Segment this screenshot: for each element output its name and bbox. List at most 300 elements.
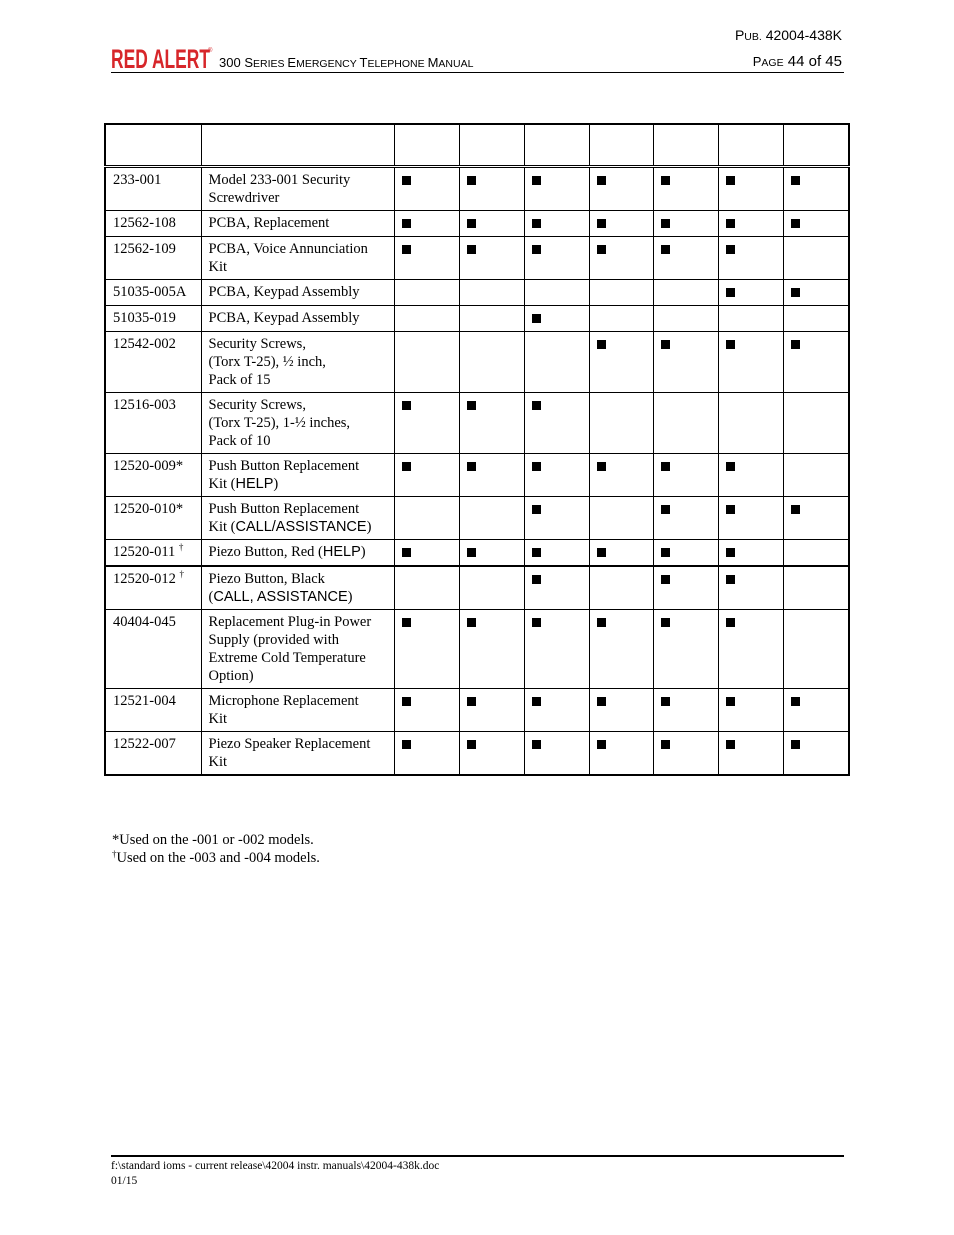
description-line [209, 543, 390, 561]
description-text: Extreme Cold Temperature [208, 650, 366, 666]
model-mark-cell [524, 732, 589, 776]
filled-square-icon [597, 245, 606, 254]
part-number: 12562-109 [113, 241, 176, 257]
closing-paren: ) [347, 589, 353, 605]
model-mark-cell [589, 237, 653, 280]
description-cell [201, 280, 394, 306]
table-header-row [105, 124, 849, 167]
filled-square-icon [402, 697, 411, 706]
model-mark-cell [783, 454, 849, 497]
table-row [105, 497, 849, 540]
model-mark-cell [653, 167, 718, 211]
model-mark-cell [589, 332, 653, 393]
model-mark-cell [394, 689, 459, 732]
model-mark-cell [524, 610, 589, 689]
model-mark-cell [718, 393, 783, 454]
model-mark-cell [524, 167, 589, 211]
part-number-cell [105, 497, 201, 540]
table-row [105, 306, 849, 332]
part-number-cell [105, 566, 201, 610]
model-mark-cell [589, 540, 653, 567]
description-text: PCBA, Replacement [208, 215, 330, 231]
description-line [209, 631, 390, 649]
description-line [209, 518, 390, 536]
filled-square-icon [532, 219, 541, 228]
description-text: Security Screws, [208, 336, 306, 352]
part-number: 12542-002 [113, 336, 176, 352]
description-line [209, 649, 390, 667]
model-mark-cell [783, 237, 849, 280]
description-text: PCBA, Keypad Assembly [208, 284, 360, 300]
model-mark-cell [394, 732, 459, 776]
dagger-mark: † [178, 542, 184, 552]
filled-square-icon [726, 548, 735, 557]
dagger-mark: † [112, 849, 117, 859]
description-line [209, 189, 390, 207]
model-mark-cell [589, 566, 653, 610]
description-line [209, 371, 390, 389]
model-mark-cell [783, 732, 849, 776]
filled-square-icon [532, 314, 541, 323]
description-cell [201, 689, 394, 732]
model-mark-cell [459, 732, 524, 776]
model-mark-cell [459, 332, 524, 393]
footer-date: 01/15 [111, 1175, 138, 1187]
model-mark-cell [459, 393, 524, 454]
model-mark-cell [718, 237, 783, 280]
description-cell [201, 167, 394, 211]
description-text: Kit ( [208, 519, 236, 535]
pub-number: 42004-438K [765, 27, 842, 43]
model-mark-cell [524, 454, 589, 497]
part-number: 51035-019 [113, 310, 176, 326]
part-number-cell [105, 332, 201, 393]
description-text: PCBA, Voice Annunciation [208, 241, 368, 257]
part-number: 233-001 [113, 172, 162, 188]
filled-square-icon [532, 618, 541, 627]
description-line [209, 475, 390, 493]
filled-square-icon [402, 245, 411, 254]
model-mark-cell [394, 454, 459, 497]
filled-square-icon [467, 401, 476, 410]
description-text: Kit [208, 754, 228, 770]
model-mark-cell [394, 393, 459, 454]
filled-square-icon [597, 697, 606, 706]
description-text: Pack of 15 [208, 372, 271, 388]
part-number-cell [105, 211, 201, 237]
model-mark-cell [718, 306, 783, 332]
description-line [209, 667, 390, 685]
filled-square-icon [402, 548, 411, 557]
filled-square-icon [597, 548, 606, 557]
filled-square-icon [726, 505, 735, 514]
header-cell [394, 124, 459, 167]
model-mark-cell [653, 689, 718, 732]
description-text: Push Button Replacement [208, 501, 360, 517]
description-text: Pack of 10 [208, 433, 271, 449]
model-mark-cell [718, 454, 783, 497]
description-text: (Torx T-25), ½ inch, [208, 354, 326, 370]
filled-square-icon [597, 618, 606, 627]
footer-rule [111, 1155, 844, 1157]
description-cell [201, 566, 394, 610]
model-mark-cell [718, 610, 783, 689]
description-cell [201, 306, 394, 332]
model-mark-cell [783, 566, 849, 610]
filled-square-icon [791, 219, 800, 228]
model-mark-cell [459, 497, 524, 540]
header-cell [459, 124, 524, 167]
filled-square-icon [467, 176, 476, 185]
description-line [209, 240, 390, 258]
model-mark-cell [394, 306, 459, 332]
model-mark-cell [718, 732, 783, 776]
filled-square-icon [726, 462, 735, 471]
model-mark-cell [589, 689, 653, 732]
description-line [209, 283, 390, 301]
header-cell [718, 124, 783, 167]
model-mark-cell [459, 167, 524, 211]
description-line [209, 258, 390, 276]
parts-table [104, 123, 850, 776]
header-cell [589, 124, 653, 167]
table-row [105, 566, 849, 610]
button-label-text: CALL, ASSISTANCE [213, 589, 348, 605]
part-number: 12520-010* [113, 501, 184, 517]
page-prefix-sc: AGE [761, 57, 784, 69]
model-mark-cell [524, 280, 589, 306]
filled-square-icon [597, 340, 606, 349]
part-number-cell [105, 689, 201, 732]
filled-square-icon [791, 697, 800, 706]
table-row [105, 211, 849, 237]
filled-square-icon [726, 245, 735, 254]
filled-square-icon [467, 618, 476, 627]
note-dagger [112, 849, 320, 867]
part-number-cell [105, 280, 201, 306]
red-alert-logo [111, 44, 213, 71]
manual-title-segment: ANUAL [438, 58, 474, 70]
model-mark-cell [783, 306, 849, 332]
description-line [209, 171, 390, 189]
model-mark-cell [783, 211, 849, 237]
filled-square-icon [661, 575, 670, 584]
filled-square-icon [402, 618, 411, 627]
filled-square-icon [791, 740, 800, 749]
model-mark-cell [394, 167, 459, 211]
model-mark-cell [653, 237, 718, 280]
model-mark-cell [589, 167, 653, 211]
description-text: Piezo Speaker Replacement [208, 736, 371, 752]
filled-square-icon [661, 245, 670, 254]
model-mark-cell [653, 566, 718, 610]
logo-text: RED ALERT [111, 44, 211, 71]
filled-square-icon [661, 740, 670, 749]
table-row [105, 393, 849, 454]
manual-title-segment: E [287, 55, 297, 70]
model-mark-cell [589, 454, 653, 497]
header-cell [783, 124, 849, 167]
model-mark-cell [783, 689, 849, 732]
filled-square-icon [726, 340, 735, 349]
filled-square-icon [791, 340, 800, 349]
manual-title-segment: S [244, 55, 253, 70]
filled-square-icon [661, 618, 670, 627]
filled-square-icon [597, 176, 606, 185]
filled-square-icon [532, 697, 541, 706]
model-mark-cell [459, 306, 524, 332]
filled-square-icon [467, 219, 476, 228]
model-mark-cell [718, 211, 783, 237]
filled-square-icon [661, 548, 670, 557]
model-mark-cell [653, 306, 718, 332]
filled-square-icon [467, 245, 476, 254]
model-mark-cell [524, 211, 589, 237]
part-number: 51035-005A [113, 284, 187, 300]
button-label-text: HELP [235, 476, 274, 492]
pub-prefix: P [734, 27, 745, 43]
description-cell [201, 454, 394, 497]
description-text: Kit ( [208, 476, 236, 492]
filled-square-icon [532, 505, 541, 514]
filled-square-icon [597, 462, 606, 471]
model-mark-cell [718, 689, 783, 732]
manual-title-segment: T [359, 55, 368, 70]
model-mark-cell [783, 540, 849, 567]
filled-square-icon [532, 548, 541, 557]
model-mark-cell [459, 280, 524, 306]
description-line [209, 692, 390, 710]
model-mark-cell [718, 167, 783, 211]
button-label-text: CALL/ASSISTANCE [235, 519, 367, 535]
table-row [105, 454, 849, 497]
filled-square-icon [726, 575, 735, 584]
model-mark-cell [653, 211, 718, 237]
filled-square-icon [402, 740, 411, 749]
model-mark-cell [718, 280, 783, 306]
description-text: PCBA, Keypad Assembly [208, 310, 360, 326]
filled-square-icon [726, 219, 735, 228]
filled-square-icon [726, 288, 735, 297]
description-text: Supply (provided with [208, 632, 339, 648]
model-mark-cell [459, 540, 524, 567]
page-number [753, 53, 842, 70]
description-line [209, 710, 390, 728]
filled-square-icon [661, 462, 670, 471]
description-line [209, 500, 390, 518]
closing-paren: ) [366, 519, 372, 535]
filled-square-icon [532, 401, 541, 410]
table-notes [112, 831, 320, 867]
model-mark-cell [653, 540, 718, 567]
model-mark-cell [783, 280, 849, 306]
model-mark-cell [589, 306, 653, 332]
description-cell [201, 497, 394, 540]
description-line [209, 432, 390, 450]
description-line [209, 457, 390, 475]
description-text: (Torx T-25), 1-½ inches, [208, 415, 351, 431]
model-mark-cell [394, 332, 459, 393]
model-mark-cell [783, 167, 849, 211]
description-line [209, 570, 390, 588]
table-row [105, 280, 849, 306]
manual-title-segment: MERGENCY [296, 58, 360, 70]
description-text: ( [208, 589, 214, 605]
model-mark-cell [653, 393, 718, 454]
filled-square-icon [467, 697, 476, 706]
model-mark-cell [653, 610, 718, 689]
model-mark-cell [524, 237, 589, 280]
model-mark-cell [524, 540, 589, 567]
model-mark-cell [394, 540, 459, 567]
description-cell [201, 540, 394, 567]
description-text: Microphone Replacement [208, 693, 359, 709]
description-text: Kit [208, 259, 228, 275]
model-mark-cell [718, 540, 783, 567]
model-mark-cell [524, 393, 589, 454]
model-mark-cell [524, 332, 589, 393]
filled-square-icon [402, 176, 411, 185]
closing-paren: ) [273, 476, 279, 492]
description-text: Replacement Plug-in Power [208, 614, 372, 630]
description-text: Screwdriver [208, 190, 280, 206]
model-mark-cell [459, 454, 524, 497]
table-row [105, 732, 849, 776]
manual-title-segment: ERIES [252, 58, 288, 70]
table-row [105, 237, 849, 280]
filled-square-icon [791, 288, 800, 297]
model-mark-cell [589, 610, 653, 689]
model-mark-cell [653, 732, 718, 776]
model-mark-cell [394, 237, 459, 280]
table-row [105, 332, 849, 393]
description-text: Model 233-001 Security [208, 172, 351, 188]
model-mark-cell [394, 610, 459, 689]
model-mark-cell [783, 497, 849, 540]
manual-title-segment: M [427, 55, 439, 70]
filled-square-icon [597, 219, 606, 228]
description-line [209, 335, 390, 353]
model-mark-cell [589, 211, 653, 237]
model-mark-cell [394, 497, 459, 540]
table-row [105, 167, 849, 211]
filled-square-icon [726, 176, 735, 185]
header-cell [201, 124, 394, 167]
filled-square-icon [661, 176, 670, 185]
model-mark-cell [459, 610, 524, 689]
model-mark-cell [589, 280, 653, 306]
filled-square-icon [661, 340, 670, 349]
table-row [105, 610, 849, 689]
filled-square-icon [532, 176, 541, 185]
model-mark-cell [459, 211, 524, 237]
header-cell [524, 124, 589, 167]
description-cell [201, 237, 394, 280]
footer [111, 1159, 439, 1189]
filled-square-icon [402, 401, 411, 410]
description-line [209, 309, 390, 327]
filled-square-icon [532, 462, 541, 471]
model-mark-cell [718, 497, 783, 540]
header-rule [111, 72, 844, 73]
manual-title-segment: 300 [219, 55, 245, 70]
filled-square-icon [402, 462, 411, 471]
filled-square-icon [726, 740, 735, 749]
description-cell [201, 610, 394, 689]
filled-square-icon [532, 245, 541, 254]
description-line [209, 214, 390, 232]
part-number: 12520-011 [113, 544, 179, 560]
part-number-cell [105, 454, 201, 497]
description-cell [201, 393, 394, 454]
note-dagger-text: Used on the -003 and -004 models. [116, 850, 320, 866]
description-line [209, 753, 390, 771]
part-number: 12520-009* [113, 458, 184, 474]
model-mark-cell [718, 332, 783, 393]
filled-square-icon [467, 740, 476, 749]
model-mark-cell [589, 732, 653, 776]
part-number: 12522-007 [113, 736, 176, 752]
description-cell [201, 732, 394, 776]
page-label: 44 of 45 [787, 53, 842, 70]
table-row [105, 689, 849, 732]
filled-square-icon [467, 462, 476, 471]
description-line [209, 396, 390, 414]
filled-square-icon [661, 505, 670, 514]
model-mark-cell [524, 689, 589, 732]
filled-square-icon [532, 575, 541, 584]
part-number-cell [105, 540, 201, 567]
svg-text:®: ® [208, 48, 213, 54]
part-number: 12562-108 [113, 215, 176, 231]
dagger-mark: † [179, 569, 184, 579]
model-mark-cell [783, 610, 849, 689]
model-mark-cell [459, 237, 524, 280]
page-prefix: P [752, 54, 762, 69]
description-line [209, 414, 390, 432]
model-mark-cell [653, 280, 718, 306]
header-cell [653, 124, 718, 167]
filled-square-icon [726, 697, 735, 706]
part-number: 12516-003 [113, 397, 176, 413]
description-line [209, 588, 390, 606]
filled-square-icon [791, 176, 800, 185]
model-mark-cell [524, 306, 589, 332]
manual-title [219, 55, 473, 70]
button-label-text: HELP [322, 544, 361, 560]
filled-square-icon [661, 697, 670, 706]
description-line [209, 613, 390, 631]
description-text: Piezo Button, Red ( [208, 544, 323, 560]
model-mark-cell [783, 332, 849, 393]
closing-paren: ) [360, 544, 366, 560]
model-mark-cell [394, 280, 459, 306]
filled-square-icon [467, 548, 476, 557]
part-number: 12520-012 [113, 571, 180, 587]
model-mark-cell [459, 566, 524, 610]
description-cell [201, 211, 394, 237]
pub-prefix-sc: UB. [744, 31, 762, 43]
part-number: 12521-004 [113, 693, 176, 709]
manual-title-segment: ELEPHONE [367, 58, 428, 70]
part-number-cell [105, 237, 201, 280]
part-number-cell [105, 732, 201, 776]
description-text: Option) [208, 668, 254, 684]
model-mark-cell [524, 497, 589, 540]
model-mark-cell [783, 393, 849, 454]
description-line [209, 735, 390, 753]
description-text: Security Screws, [208, 397, 306, 413]
